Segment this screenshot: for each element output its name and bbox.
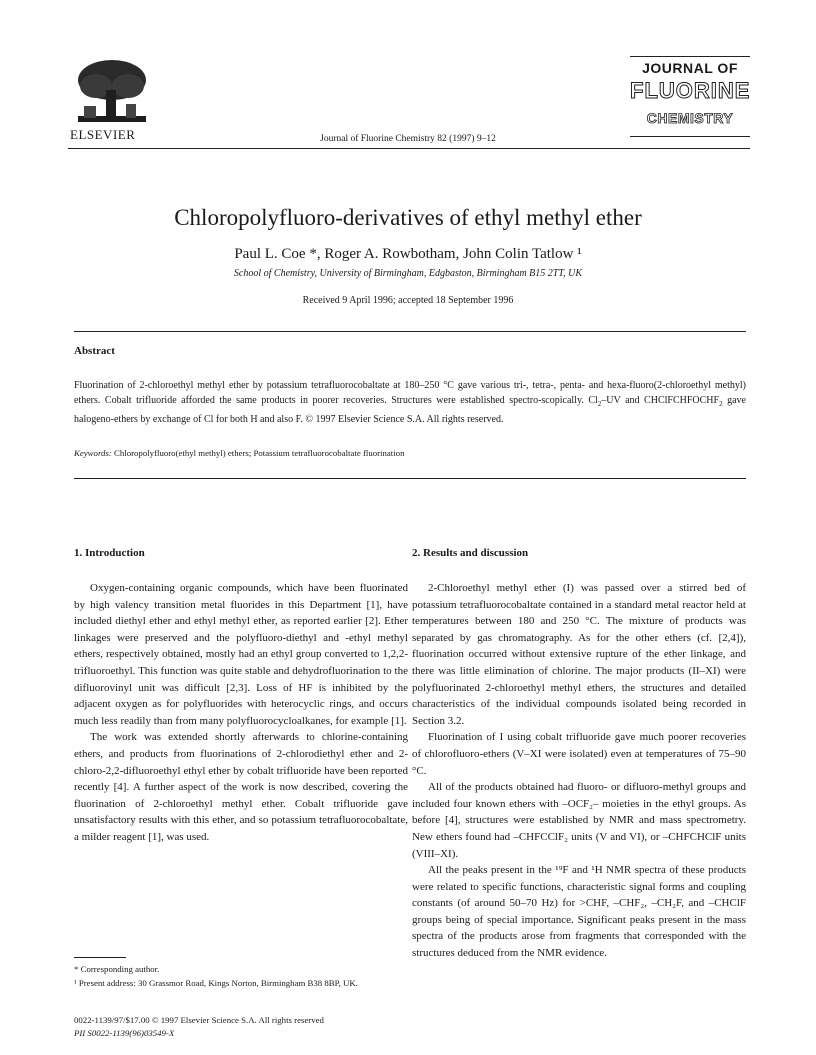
right-column-text — [412, 580, 746, 962]
journal-logo-line-1: JOURNAL OF — [642, 60, 738, 76]
abstract-text: Fluorination of 2-chloroethyl methyl ether by potassium tetrafluorocobaltate at 180–250 °C gave various tri-, tetra-, penta- and hexa-fluoro(2-chloroethyl methyl) ethers. Cobalt trifluoride afforded the same products in poorer recoveries. Structures were established spectro-scopically. $Cl_2-UV$ and CHClFCHFOCHF$_2$ gave halogeno-ethers by exchange of Cl for both H and also F. © 1997 Elsevier Science S.A. All rights reserved. — [74, 380, 746, 425]
paragraph: All of the products obtained had fluoro- or difluoro-methyl groups and included four known ethers with –OCF₂– moieties in the ethyl groups. As before [4], structures were established by NMR and mass spectrometry. New ethers found had –CHFCClF₂ units (V and VI), or –CHFCHClF units (VIII–XI). — [412, 781, 746, 860]
abstract-top-rule — [74, 331, 746, 332]
paragraph: Fluorination of I using cobalt trifluoride gave much poorer recoveries of chlorofluoro-ethers (V–XI were isolated) even at temperatures of 75–90 °C. — [412, 731, 746, 777]
abstract-heading: Abstract — [74, 345, 115, 357]
journal-logo-line-2: FLUORINE — [630, 78, 751, 103]
journal-logo-line-3: CHEMISTRY — [646, 110, 734, 126]
elsevier-tree-logo — [68, 56, 156, 130]
paragraph: Oxygen-containing organic compounds, which have been fluorinated by high valency transition metal fluorides in this Department [1], have included diethyl ether and ethyl methyl ether, as reported earlier [2]. Ether linkages were preserved and the polyfluoro-diethyl and -ethyl methyl ethers, respectively obtained, mostly had an ethyl group converted to 1,2,2-trifluoroethyl. This function was quite stable and dehydrofluorination to the difluorovinyl unit was difficult [2,3]. Loss of HF is inhibited by the adjacent oxygen as for polyfluorides with heterocyclic rings, and occurs much less readily than from many polyfluorocycloalkanes, for example [1]. — [74, 582, 408, 727]
issn-line: 0022-1139/97/$17.00 © 1997 Elsevier Science S.A. All rights reserved — [74, 1015, 324, 1025]
section-heading-introduction: 1. Introduction — [74, 547, 145, 559]
left-column-text — [74, 580, 408, 846]
footnote-corresponding: * Corresponding author. — [74, 964, 160, 974]
author-list: Paul L. Coe *, Roger A. Rowbotham, John Colin Tatlow ¹ — [234, 246, 582, 262]
paragraph: The work was extended shortly afterwards to chlorine-containing ethers, and products from fluorinations of 2-chlorodiethyl ether and 2-chloro-2,2-difluoroethyl ethyl ether by cobalt trifluoride have been reported recently [4]. A further aspect of the work is now described, covering the fluorination of 2-chloroethyl methyl ether. Cobalt trifluoride gave unsatisfactory results with this ether, and so potassium tetrafluorocobaltate, a milder reagent [1], was used. — [74, 731, 408, 843]
abstract-bottom-rule — [74, 478, 746, 479]
affiliation: School of Chemistry, University of Birmingham, Edgbaston, Birmingham B15 2TT, UK — [233, 268, 583, 279]
footnote-present-address: ¹ Present address: 30 Grassmor Road, Kings Norton, Birmingham B38 8BP, UK. — [74, 978, 358, 988]
article-title: Chloropolyfluoro-derivatives of ethyl methyl ether — [174, 205, 642, 230]
journal-logo — [630, 56, 750, 140]
journal-citation: Journal of Fluorine Chemistry 82 (1997) 9–12 — [320, 134, 496, 144]
publisher-name: ELSEVIER — [70, 127, 136, 142]
footnote-rule — [74, 957, 126, 958]
paragraph: 2-Chloroethyl methyl ether (I) was passed over a stirred bed of potassium tetrafluorocobaltate contained in a standard metal reactor held at temperatures between 180 and 250 °C. The mixture of products was separated by gas chromatography. As for the other ethers (cf. [2,4]), fluorination occurred without extensive rupture of the ether linkage, and there was little elimination of chlorine. The major products (II–XI) were polyfluorinated 2-chloroethyl methyl ethers, the structures and detailed characteristics of the individual compounds isolated being recorded in Section 3.2. — [412, 582, 746, 727]
pii-line: PII S0022-1139(96)03549-X — [74, 1028, 175, 1038]
section-heading-results: 2. Results and discussion — [412, 547, 529, 559]
received-dates: Received 9 April 1996; accepted 18 September 1996 — [302, 295, 514, 306]
paragraph: All the peaks present in the ¹⁹F and ¹H NMR spectra of these products were related to specific functions, characteristic signal forms and coupling constants (of around 50–70 Hz) for >CHF, –CHF₂, –CH₂F, and –CHClF groups being of special importance. Significant peaks present in the mass spectra of the products arose from fragments that corresponded with the structures deduced from the NMR evidence. — [412, 864, 746, 960]
header-rule — [68, 148, 750, 149]
keywords: Keywords: Chloropolyfluoro(ethyl methyl) ethers; Potassium tetrafluorocobaltate fluorination — [74, 448, 405, 458]
